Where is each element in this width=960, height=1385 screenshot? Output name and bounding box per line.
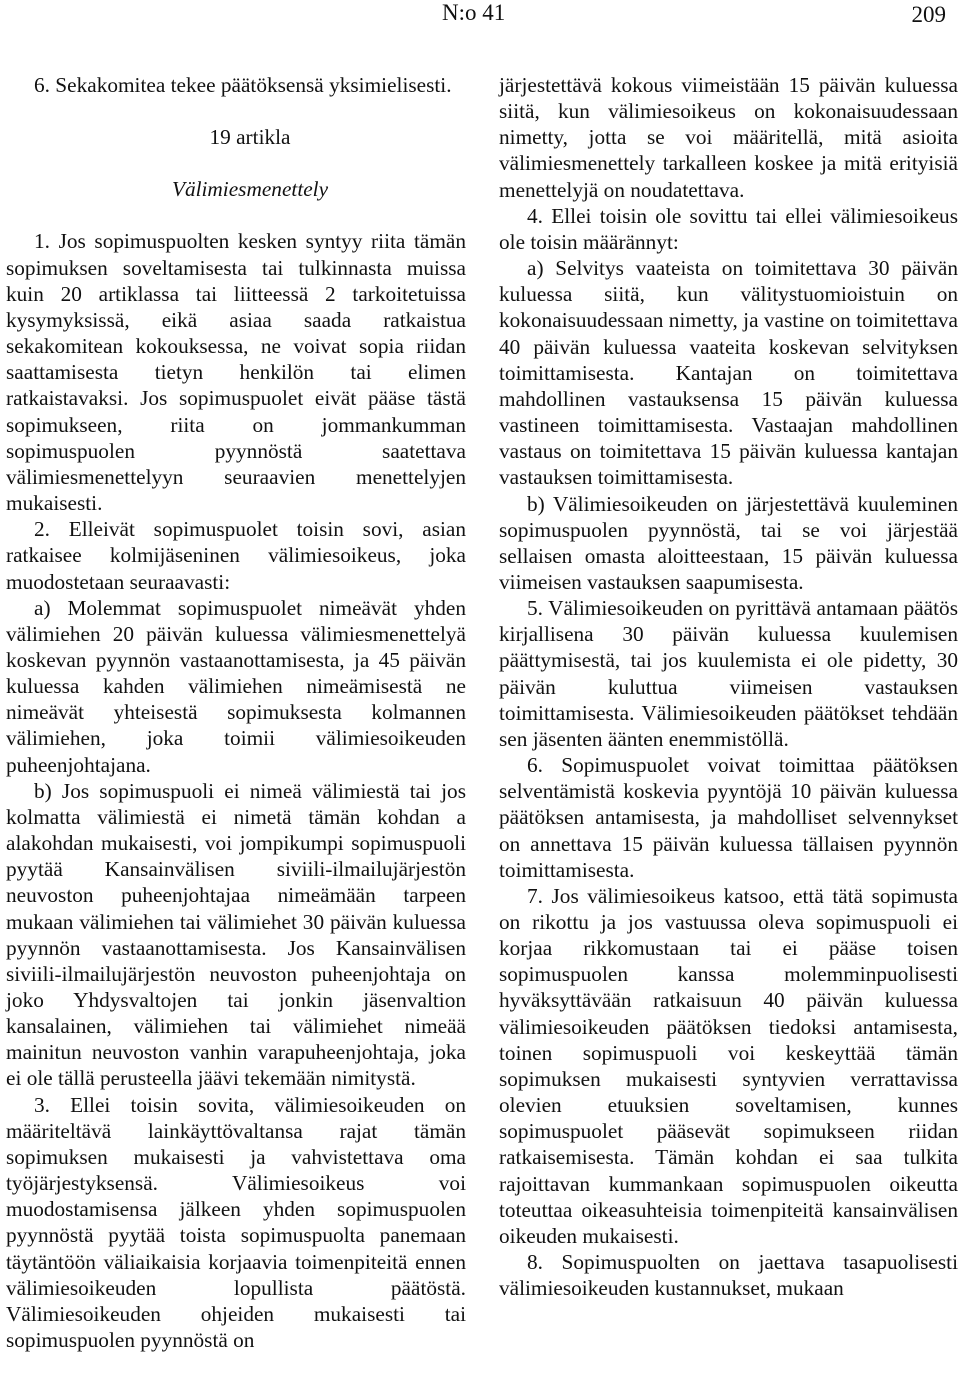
page-number: 209 [911, 2, 946, 27]
paragraph-2: 2. Elleivät sopimuspuolet toisin sovi, asian ratkaisee kolmijäseninen välimiesoikeus, joka muodostetaan seuraavasti: [6, 517, 466, 594]
paragraph-5: 5. Välimiesoikeuden on pyrittävä antamaan päätös kirjallisena 30 päivän kuluessa kuulemisen päättymisestä, tai jos kuulemista ei ole pidetty, 30 päivän kuluttua viimeisen vastauksen toimittamisesta. Välimiesoikeuden päätökset tehdään sen jäsenten äänten enemmistöllä. [499, 596, 958, 751]
paragraph-1: 1. Jos sopimuspuolten kesken syntyy riita tämän sopimuksen soveltamisesta tai tulkinnasta muissa kuin 20 artiklassa tai liitteessä 2 tarkoitetuissa kysymyksissä, eikä asiaa saada ratkaistua sekakomitean kokouksessa, ne voivat sopia riidan saattamisesta tietyn henkilön tai elimen ratkaistavaksi. Jos sopimuspuolet eivät pääse tästä sopimukseen, riita on jommankumman sopimuspuolen pyynnöstä saatettava välimiesmenettelyyn seuraavien menettelyjen mukaisesti. [6, 229, 466, 516]
paragraph-4: 4. Ellei toisin ole sovittu tai ellei välimiesoikeus ole toisin määrännyt: [499, 203, 958, 254]
right-column [499, 72, 958, 1301]
issue-label: N:o 41 [442, 0, 506, 25]
paragraph-6-left: 6. Sekakomitea tekee päätöksensä yksimielisesti. [34, 73, 452, 97]
paragraph-4a: a) Selvitys vaateista on toimitettava 30 päivän kuluessa siitä, kun välitystuomioistuin on kokonaisuudessaan nimetty, ja vastine on toimitettava 40 päivän kuluessa vaateita koskevan selvityksen toimittamisesta. Kantajan on toimitettava mahdollinen vastauksensa 15 päivän kuluessa vastineen toimittamisesta. Vastaajan mahdollinen vastaus on toimitettava 15 päivän kuluessa kantajan vastauksen toimittamisesta. [499, 256, 958, 490]
paragraph-6-right: 6. Sopimuspuolet voivat toimittaa päätöksen selventämistä koskevia pyyntöjä 10 päivän kuluessa päätöksen antamisesta, ja mahdolliset selvennykset on annettava 15 päivän kuluessa tällaisen pyynnön toimittamisesta. [499, 753, 958, 882]
left-column [6, 72, 466, 1353]
article-number: 19 artikla [209, 125, 291, 150]
paragraph-7: 7. Jos välimiesoikeus katsoo, että tätä sopimusta on rikottu ja jos vastuussa oleva sopimuspuoli ei korjaa rikkomustaan tai ei pääse toisen sopimuspuolen kanssa molemminpuolisesti hyväksyttävään ratkaisuun 40 päivän kuluessa välimiesoikeuden päätöksen tiedoksi antamisesta, toinen sopimuspuoli voi keskeyttää tämän sopimuksen mukaisesti syntyvien verrattavissa olevien etuuksien soveltamisen, kunnes sopimuspuolet pääsevät sopimukseen riidan ratkaisemisesta. Tämän kohdan ei saa tulkita rajoittavan kummankaan sopimuspuolen oikeutta toteuttaa oikeasuhteisia toimenpiteitä kansainvälisen oikeuden mukaisesti. [499, 883, 958, 1248]
paragraph-2a: a) Molemmat sopimuspuolet nimeävät yhden välimiehen 20 päivän kuluessa välimiesmenettelyä koskevan pyynnön vastaanottamisesta, ja 45 päivän kuluessa kahden välimiehen nimeämisestä ne nimeävät yhteisestä sopimuksesta kolmannen välimiehen, joka toimii välimiesoikeuden puheenjohtajana. [6, 595, 466, 777]
paragraph-3-continued: järjestettävä kokous viimeistään 15 päivän kuluessa siitä, kun välimiesoikeus on kokonaisuudessaan nimetty, jotta se voi määritellä, mitä asioita välimiesmenettely tarkalleen koskee ja mitä erityisiä menettelyjä on noudatettava. [499, 73, 958, 202]
paragraph-3: 3. Ellei toisin sovita, välimiesoikeuden on määriteltävä lainkäyttövaltansa rajat tämän sopimuksen mukaisesti ja vahvistettava oma työjärjestyksensä. Välimiesoikeus voi muodostamisensa jälkeen yhden sopimuspuolen pyynnöstä pyytää toista sopimuspuolta panemaan täytäntöön väliaikaisia korjaavia toimenpiteitä ennen välimiesoikeuden lopullista päätöstä. Välimiesoikeuden ohjeiden mukaisesti tai sopimuspuolen pyynnöstä on [6, 1092, 466, 1353]
paragraph-8: 8. Sopimuspuolten on jaettava tasapuolisesti välimiesoikeuden kustannukset, mukaan [499, 1250, 958, 1301]
paragraph-2b: b) Jos sopimuspuoli ei nimeä välimiestä tai jos kolmatta välimiestä ei nimetä tämän kohdan a alakohdan mukaisesti, voi jompikumpi sopimuspuoli pyytää Kansainvälisen siviili-ilmailujärjestön neuvoston puheenjohtajaa nimeämään tarpeen mukaan välimiehen tai välimiehet 30 päivän kuluessa pyynnön vastaanottamisesta. Jos Kansainvälisen siviili-ilmailujärjestön neuvoston puheenjohtaja on joko Yhdysvaltojen tai jonkin jäsenvaltion kansalainen, välimiehen tai välimiehet nimeää mainitun neuvoston vanhin varapuheenjohtaja, joka ei ole tällä perusteella jäävi tekemään nimitystä. [6, 778, 466, 1091]
article-title: Välimiesmenettely [171, 177, 329, 202]
paragraph-4b: b) Välimiesoikeuden on järjestettävä kuuleminen sopimuspuolen pyynnöstä, tai se voi järjestää sellaisen omasta aloitteestaan, 15 päivän kuluessa viimeisen vastauksen saapumisesta. [499, 491, 958, 594]
